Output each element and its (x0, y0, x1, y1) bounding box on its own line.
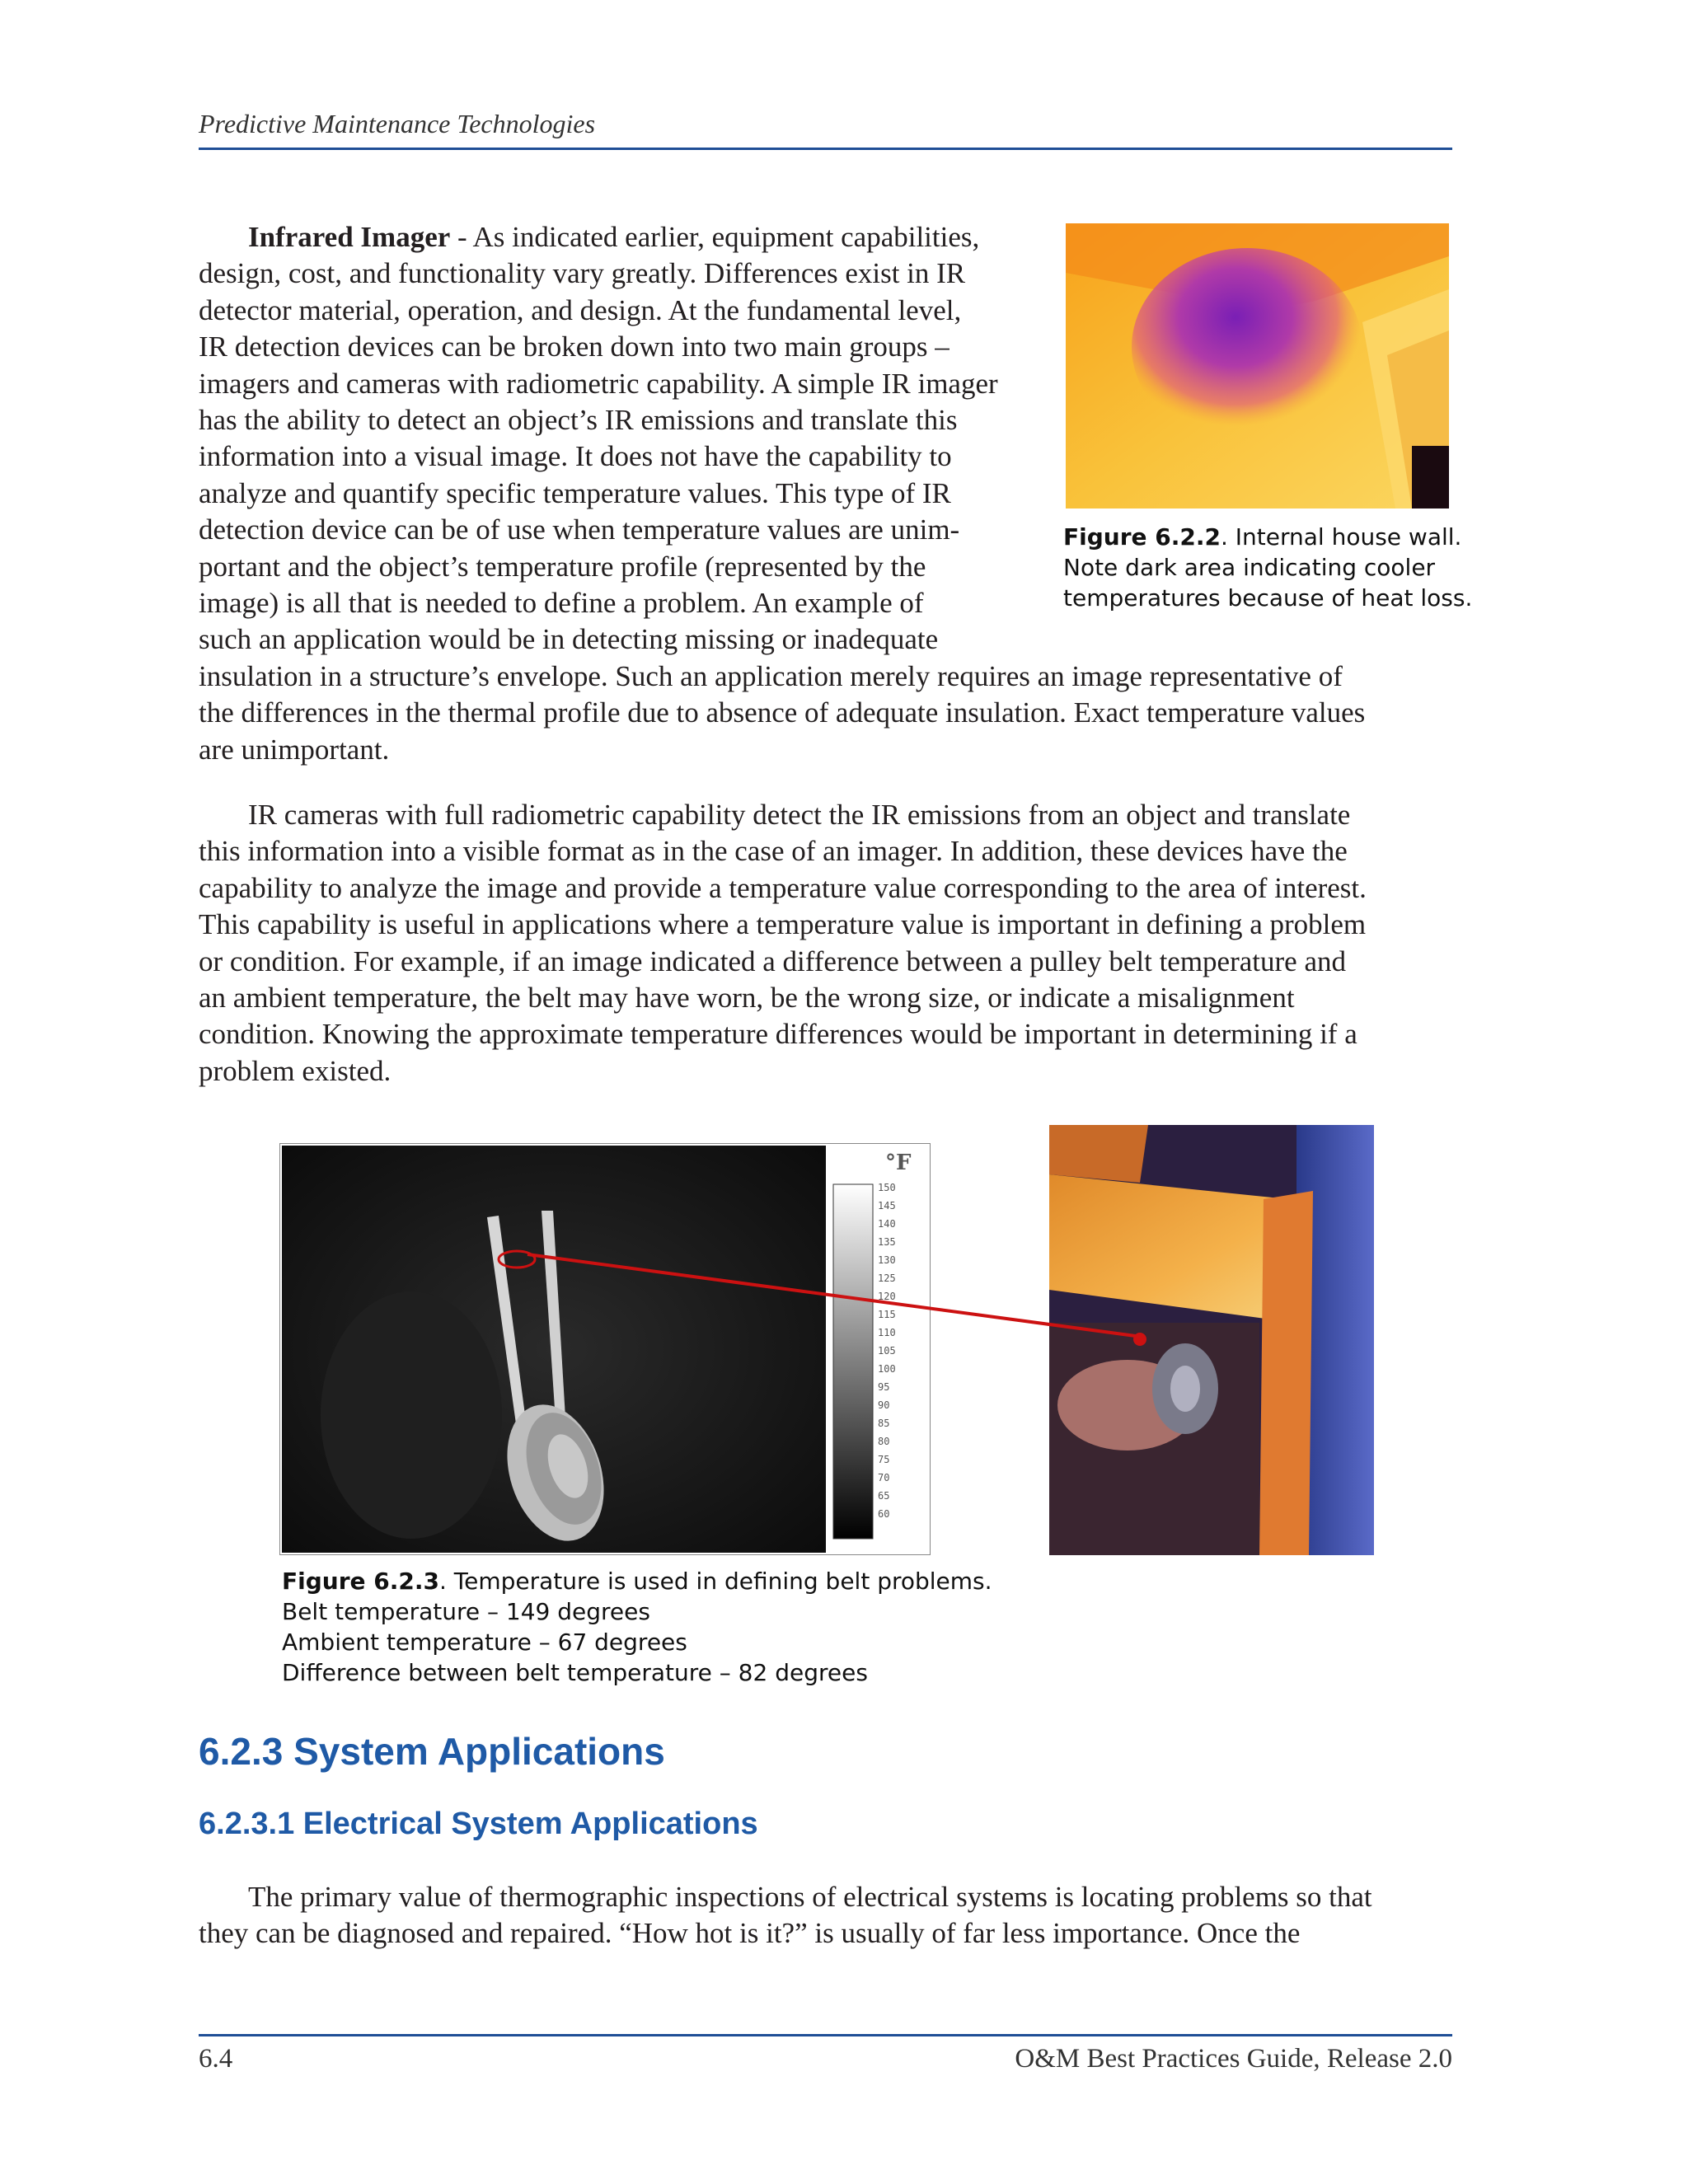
scale-tick: 115 (878, 1309, 896, 1320)
paragraph-line: such an application would be in detecting missing or inadequate (199, 623, 939, 656)
paragraph-line: information into a visual image. It does not have the capability to (199, 440, 952, 473)
scale-tick: 75 (878, 1454, 890, 1465)
subsection-heading: 6.2.3.1 Electrical System Applications (199, 1807, 758, 1841)
paragraph-line: they can be diagnosed and repaired. “How hot is it?” is usually of far less importance. Once the (199, 1917, 1301, 1950)
paragraph-line: The primary value of thermographic inspections of electrical systems is locating problems so that (248, 1881, 1372, 1913)
paragraph-line: detector material, operation, and design. At the fundamental level, (199, 293, 962, 326)
paragraph-line: IR detection devices can be broken down into two main groups – (199, 330, 950, 363)
scale-tick: 85 (878, 1418, 890, 1429)
footer-guide-title: O&M Best Practices Guide, Release 2.0 (1015, 2044, 1452, 2074)
caption-line: Difference between belt temperature – 82 degrees (282, 1659, 868, 1686)
scale-tick: 100 (878, 1363, 896, 1375)
scale-tick: 135 (878, 1236, 896, 1248)
scale-tick: 120 (878, 1291, 896, 1302)
scale-tick: 130 (878, 1254, 896, 1266)
scale-tick: 80 (878, 1436, 890, 1447)
scale-tick: 60 (878, 1508, 890, 1520)
paragraph-line: imagers and cameras with radiometric capability. A simple IR imager (199, 367, 998, 400)
paragraph-electrical (199, 1879, 1372, 1952)
caption-line: Note dark area indicating cooler (1063, 554, 1436, 581)
paragraph-line: this information into a visible format as in the case of an imager. In addition, these devices have the (199, 835, 1348, 868)
paragraph-line: image) is all that is needed to define a problem. An example of (199, 587, 924, 620)
figure-caption-6-2-2: Figure 6.2.2. Internal house wall. Note dark area indicating cooler temperatures because of heat loss. (1063, 523, 1473, 612)
paragraph-line: problem existed. (199, 1054, 392, 1087)
scale-tick: 125 (878, 1272, 896, 1284)
caption-line: Ambient temperature – 67 degrees (282, 1629, 687, 1656)
lead-term: Infrared Imager (248, 221, 451, 253)
caption-line: temperatures because of heat loss. (1063, 584, 1473, 612)
scale-tick: 150 (878, 1182, 896, 1193)
scale-tick: 90 (878, 1399, 890, 1411)
figure-caption-6-2-3: Figure 6.2.3. Temperature is used in defining belt problems. Belt temperature – 149 degrees Ambient temperature – 67 degrees Difference between belt temperature – 82 degrees (282, 1568, 992, 1686)
paragraph-line: are unimportant. (199, 733, 390, 766)
scale-tick: 145 (878, 1200, 896, 1212)
paragraph-line: capability to analyze the image and provide a temperature value corresponding to the area of interest. (199, 871, 1367, 904)
paragraph-line: This capability is useful in applications where a temperature value is important in defining a problem (199, 908, 1367, 941)
section-heading: 6.2.3 System Applications (199, 1730, 665, 1773)
paragraph-line: design, cost, and functionality vary greatly. Differences exist in IR (199, 257, 966, 290)
scale-tick: 95 (878, 1381, 890, 1393)
footer-rule (199, 2034, 1452, 2036)
scale-unit: °F (885, 1151, 912, 1175)
paragraph-line: Infrared Imager - As indicated earlier, equipment capabilities, (248, 221, 980, 253)
paragraph-line: or condition. For example, if an image indicated a difference between a pulley belt temperature and (199, 944, 1346, 977)
caption-line: Belt temperature – 149 degrees (282, 1598, 650, 1625)
figure-label: Figure 6.2.2 (1063, 523, 1221, 551)
scale-tick: 70 (878, 1472, 890, 1483)
paragraph-line: condition. Knowing the approximate temperature differences would be important in determining if a (199, 1018, 1357, 1051)
paragraph-line: insulation in a structure’s envelope. Such an application merely requires an image representative of (199, 659, 1343, 692)
running-header: Predictive Maintenance Technologies (199, 109, 596, 138)
scale-tick: 140 (878, 1218, 896, 1230)
paragraph-line: IR cameras with full radiometric capability detect the IR emissions from an object and translate (248, 799, 1351, 831)
page-number: 6.4 (199, 2044, 233, 2074)
paragraph-line: the differences in the thermal profile due to absence of adequate insulation. Exact temperature values (199, 696, 1366, 729)
figure-label: Figure 6.2.3 (282, 1568, 439, 1595)
paragraph-line: detection device can be of use when temperature values are unim- (199, 513, 960, 546)
paragraph-line: portant and the object’s temperature profile (represented by the (199, 550, 926, 583)
scale-tick: 105 (878, 1345, 896, 1357)
scale-tick: 110 (878, 1327, 896, 1338)
paragraph-line: analyze and quantify specific temperature values. This type of IR (199, 476, 951, 509)
paragraph-line: an ambient temperature, the belt may have worn, be the wrong size, or indicate a misalignment (199, 982, 1295, 1015)
scale-tick: 65 (878, 1490, 890, 1502)
paragraph-line: has the ability to detect an object’s IR emissions and translate this (199, 404, 958, 437)
